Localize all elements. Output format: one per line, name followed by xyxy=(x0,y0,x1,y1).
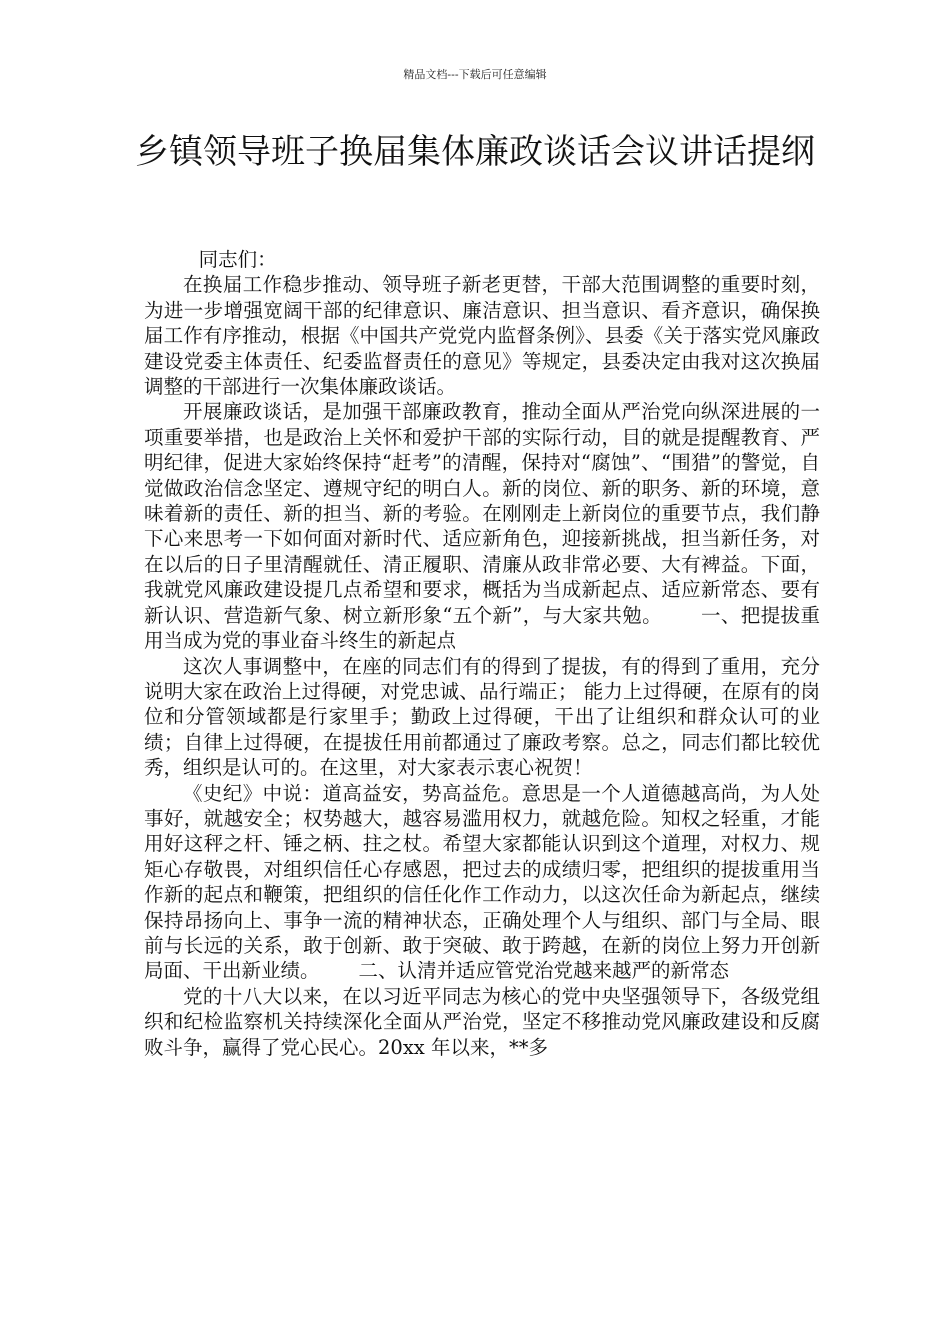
salutation: 同志们： xyxy=(198,248,277,271)
paragraph-1: 在换届工作稳步推动、领导班子新老更替，干部大范围调整的重要时刻，为进一步增强宽阔干部的纪律意识、廉洁意识、担当意识、看齐意识，确保换届工作有序推动，根据《中国共产党党内监督条例》、县委《关于落实党风廉政建设党委主体责任、纪委监督责任的意见》等规定，县委决定由我对这次换届调整的干部进行一次集体廉政谈话。 xyxy=(144,273,820,399)
document-body xyxy=(144,247,820,1060)
section-heading-1: 一、把提拔重用当成为党的事业奋斗终生的新起点 xyxy=(144,603,820,653)
paragraph-2 xyxy=(144,399,820,653)
paragraph-3: 这次人事调整中，在座的同志们有的得到了提拔，有的得到了重用，充分说明大家在政治上过得硬，对党忠诚、品行端正； 能力上过得硬，在原有的岗位和分管领域都是行家里手；勤政上过得硬，干出了让组织和群众认可的业绩；自律上过得硬，在提拔任用前都通过了廉政考察。总之，同志们都比较优秀，组织是认可的。在这里，对大家表示衷心祝贺！ xyxy=(144,654,820,780)
section-heading-2: 二、认清并适应管党治党越来越严的新常态 xyxy=(358,959,730,983)
paragraph-4 xyxy=(144,781,820,984)
paragraph-2-text: 开展廉政谈话，是加强干部廉政教育，推动全面从严治党向纵深进展的一项重要举措，也是政治上关怀和爱护干部的实际行动，目的就是提醒教育、严明纪律，促进大家始终保持“赶考”的清醒，保持对“腐蚀”、“围猎”的警觉，自觉做政治信念坚定、遵规守纪的明白人。新的岗位、新的职务、新的环境，意味着新的责任、新的担当、新的考验。在刚刚走上新岗位的重要节点，我们静下心来思考一下如何面对新时代、适应新角色，迎接新挑战，担当新任务，对在以后的日子里清醒就任、清正履职、清廉从政非常必要、大有裨益。下面，我就党风廉政建设提几点希望和要求，概括为当成新起点、适应新常态、要有新认识、营造新气象、树立新形象“五个新”，与大家共勉。 xyxy=(144,400,820,627)
page-header-note: 精品文档---下载后可任意编辑 xyxy=(403,68,547,81)
paragraph-4-text: 《史纪》中说：道高益安，势高益危。意思是一个人道德越高尚，为人处事好，就越安全；权势越大，越容易滥用权力，就越危险。知权之轻重，才能用好这秤之杆、锤之柄、拄之杖。希望大家都能认识到这个道理，对权力、规矩心存敬畏，对组织信任心存感恩，把过去的成绩归零，把组织的提拔重用当作新的起点和鞭策，把组织的信任化作工作动力，以这次任命为新起点，继续保持昂扬向上、事争一流的精神状态，正确处理个人与组织、部门与全局、眼前与长远的关系，敢于创新、敢于突破、敢于跨越，在新的岗位上努力开创新局面、干出新业绩。 xyxy=(144,781,820,983)
document-title: 乡镇领导班子换届集体廉政谈话会议讲话提纲 xyxy=(135,132,815,172)
paragraph-5: 党的十八大以来，在以习近平同志为核心的党中央坚强领导下，各级党组织和纪检监察机关持续深化全面从严治党，坚定不移推动党风廉政建设和反腐败斗争，赢得了党心民心。20xx 年以来，**多 xyxy=(144,984,820,1059)
